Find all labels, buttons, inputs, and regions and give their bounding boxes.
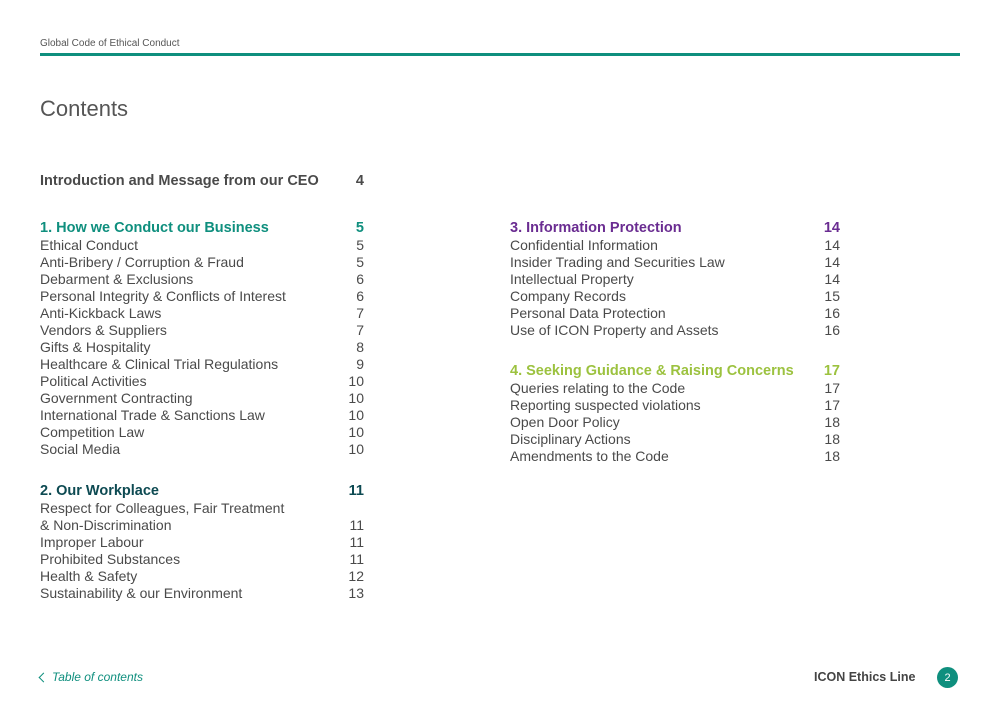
toc-item-label: Intellectual Property bbox=[510, 271, 634, 287]
toc-item-label: Open Door Policy bbox=[510, 414, 620, 430]
toc-section-3-heading[interactable] bbox=[510, 220, 840, 237]
toc-section-page: 11 bbox=[348, 483, 364, 499]
toc-item-label: Improper Labour bbox=[40, 534, 144, 550]
toc-item[interactable] bbox=[40, 390, 364, 407]
toc-item-page: 10 bbox=[348, 390, 364, 406]
toc-item-label: Social Media bbox=[40, 441, 121, 457]
chevron-left-icon bbox=[39, 672, 49, 682]
toc-item[interactable] bbox=[510, 414, 840, 431]
toc-item-label: Company Records bbox=[510, 288, 626, 304]
toc-item[interactable] bbox=[510, 288, 840, 305]
toc-item-page: 18 bbox=[824, 431, 840, 447]
toc-item-page: 13 bbox=[348, 585, 364, 601]
toc-item-label: Political Activities bbox=[40, 373, 147, 389]
toc-item[interactable] bbox=[40, 424, 364, 441]
toc-item-page: 5 bbox=[356, 254, 364, 270]
toc-item-label: Use of ICON Property and Assets bbox=[510, 322, 719, 338]
toc-item-page: 10 bbox=[348, 407, 364, 423]
toc-section-label: 2. Our Workplace bbox=[40, 483, 159, 499]
toc-section-4-heading[interactable] bbox=[510, 363, 840, 380]
toc-item-label: Amendments to the Code bbox=[510, 448, 669, 464]
toc-item-page: 18 bbox=[824, 414, 840, 430]
toc-item[interactable] bbox=[510, 380, 840, 397]
toc-item[interactable] bbox=[510, 397, 840, 414]
toc-item[interactable] bbox=[40, 305, 364, 322]
page-title: Contents bbox=[40, 96, 129, 121]
toc-item-label: Respect for Colleagues, Fair Treatment bbox=[40, 500, 285, 516]
ethics-line-brand[interactable]: ICON Ethics Line bbox=[814, 670, 916, 684]
table-of-contents-link-label: Table of contents bbox=[52, 670, 143, 684]
toc-item-page: 10 bbox=[348, 441, 364, 457]
toc-item-label: Government Contracting bbox=[40, 390, 193, 406]
toc-item[interactable] bbox=[40, 237, 364, 254]
toc-item-label: Healthcare & Clinical Trial Regulations bbox=[40, 356, 279, 372]
toc-item[interactable] bbox=[510, 254, 840, 271]
toc-item-page: 6 bbox=[356, 271, 364, 287]
toc-item-label: Vendors & Suppliers bbox=[40, 322, 167, 338]
toc-item[interactable] bbox=[40, 356, 364, 373]
toc-item-label: International Trade & Sanctions Law bbox=[40, 407, 265, 423]
toc-item[interactable] bbox=[40, 322, 364, 339]
toc-item-label: Anti-Bribery / Corruption & Fraud bbox=[40, 254, 244, 270]
toc-item[interactable] bbox=[40, 534, 364, 551]
toc-item[interactable] bbox=[40, 288, 364, 305]
document-title: Global Code of Ethical Conduct bbox=[40, 38, 180, 49]
toc-item-page: 12 bbox=[348, 568, 364, 584]
table-of-contents-link[interactable] bbox=[40, 670, 143, 684]
toc-entry-page: 4 bbox=[355, 173, 364, 189]
toc-section-page: 5 bbox=[355, 220, 364, 236]
toc-section-2-heading[interactable] bbox=[40, 483, 364, 500]
toc-item-page: 16 bbox=[824, 305, 840, 321]
toc-item-page: 14 bbox=[824, 237, 840, 253]
toc-item-label: Anti-Kickback Laws bbox=[40, 305, 162, 321]
toc-item[interactable] bbox=[510, 305, 840, 322]
toc-item[interactable] bbox=[40, 568, 364, 585]
toc-item-label: Sustainability & our Environment bbox=[40, 585, 243, 601]
toc-item[interactable] bbox=[40, 373, 364, 390]
toc-item[interactable] bbox=[510, 322, 840, 339]
toc-item-page: 9 bbox=[356, 356, 364, 372]
toc-item[interactable] bbox=[510, 271, 840, 288]
toc-intro-entry[interactable] bbox=[40, 173, 364, 190]
toc-item-page: 8 bbox=[356, 339, 364, 355]
toc-item[interactable] bbox=[510, 448, 840, 465]
toc-section-label: 3. Information Protection bbox=[510, 220, 682, 236]
toc-item-page: 18 bbox=[824, 448, 840, 464]
toc-item-page: 11 bbox=[349, 534, 364, 550]
toc-section-page: 17 bbox=[823, 363, 840, 379]
toc-section-page: 14 bbox=[823, 220, 840, 236]
toc-item-page: 6 bbox=[356, 288, 364, 304]
toc-item-page: 7 bbox=[356, 305, 364, 321]
toc-item[interactable] bbox=[40, 271, 364, 288]
toc-item[interactable] bbox=[40, 551, 364, 568]
toc-item[interactable] bbox=[40, 585, 364, 602]
toc-item-label: Ethical Conduct bbox=[40, 237, 139, 253]
toc-item-page: 14 bbox=[824, 254, 840, 270]
toc-item-label: Insider Trading and Securities Law bbox=[510, 254, 725, 270]
header-divider bbox=[40, 53, 960, 56]
toc-item[interactable] bbox=[40, 441, 364, 458]
toc-item-label: & Non-Discrimination bbox=[40, 517, 172, 533]
toc-item[interactable] bbox=[510, 431, 840, 448]
toc-item-label: Queries relating to the Code bbox=[510, 380, 686, 396]
toc-item-page: 5 bbox=[356, 237, 364, 253]
toc-item-page: 10 bbox=[348, 373, 364, 389]
toc-item-label: Debarment & Exclusions bbox=[40, 271, 194, 287]
toc-item-page: 7 bbox=[356, 322, 364, 338]
toc-item[interactable] bbox=[40, 407, 364, 424]
toc-item[interactable] bbox=[40, 500, 364, 517]
toc-item-label: Reporting suspected violations bbox=[510, 397, 701, 413]
toc-item[interactable] bbox=[40, 339, 364, 356]
toc-item-page: 17 bbox=[824, 380, 840, 396]
toc-item-page: 11 bbox=[349, 517, 364, 533]
toc-item[interactable] bbox=[40, 254, 364, 271]
toc-item-label: Prohibited Substances bbox=[40, 551, 181, 567]
toc-item-label: Health & Safety bbox=[40, 568, 138, 584]
page-number-badge: 2 bbox=[937, 667, 958, 688]
toc-item-page: 10 bbox=[348, 424, 364, 440]
toc-entry-label: Introduction and Message from our CEO bbox=[40, 173, 319, 189]
toc-item-label: Personal Integrity & Conflicts of Interest bbox=[40, 288, 286, 304]
toc-section-1-heading[interactable] bbox=[40, 220, 364, 237]
toc-item-label: Confidential Information bbox=[510, 237, 658, 253]
toc-section-label: 4. Seeking Guidance & Raising Concerns bbox=[510, 363, 794, 379]
toc-item-page: 11 bbox=[349, 551, 364, 567]
toc-item-page: 16 bbox=[824, 322, 840, 338]
toc-item-page: 15 bbox=[824, 288, 840, 304]
toc-section-label: 1. How we Conduct our Business bbox=[40, 220, 269, 236]
toc-item-label: Personal Data Protection bbox=[510, 305, 666, 321]
toc-item[interactable] bbox=[40, 517, 364, 534]
toc-item-label: Competition Law bbox=[40, 424, 145, 440]
toc-item-page: 14 bbox=[824, 271, 840, 287]
toc-item-label: Gifts & Hospitality bbox=[40, 339, 151, 355]
toc-item-page: 17 bbox=[824, 397, 840, 413]
toc-item-label: Disciplinary Actions bbox=[510, 431, 631, 447]
toc-item[interactable] bbox=[510, 237, 840, 254]
